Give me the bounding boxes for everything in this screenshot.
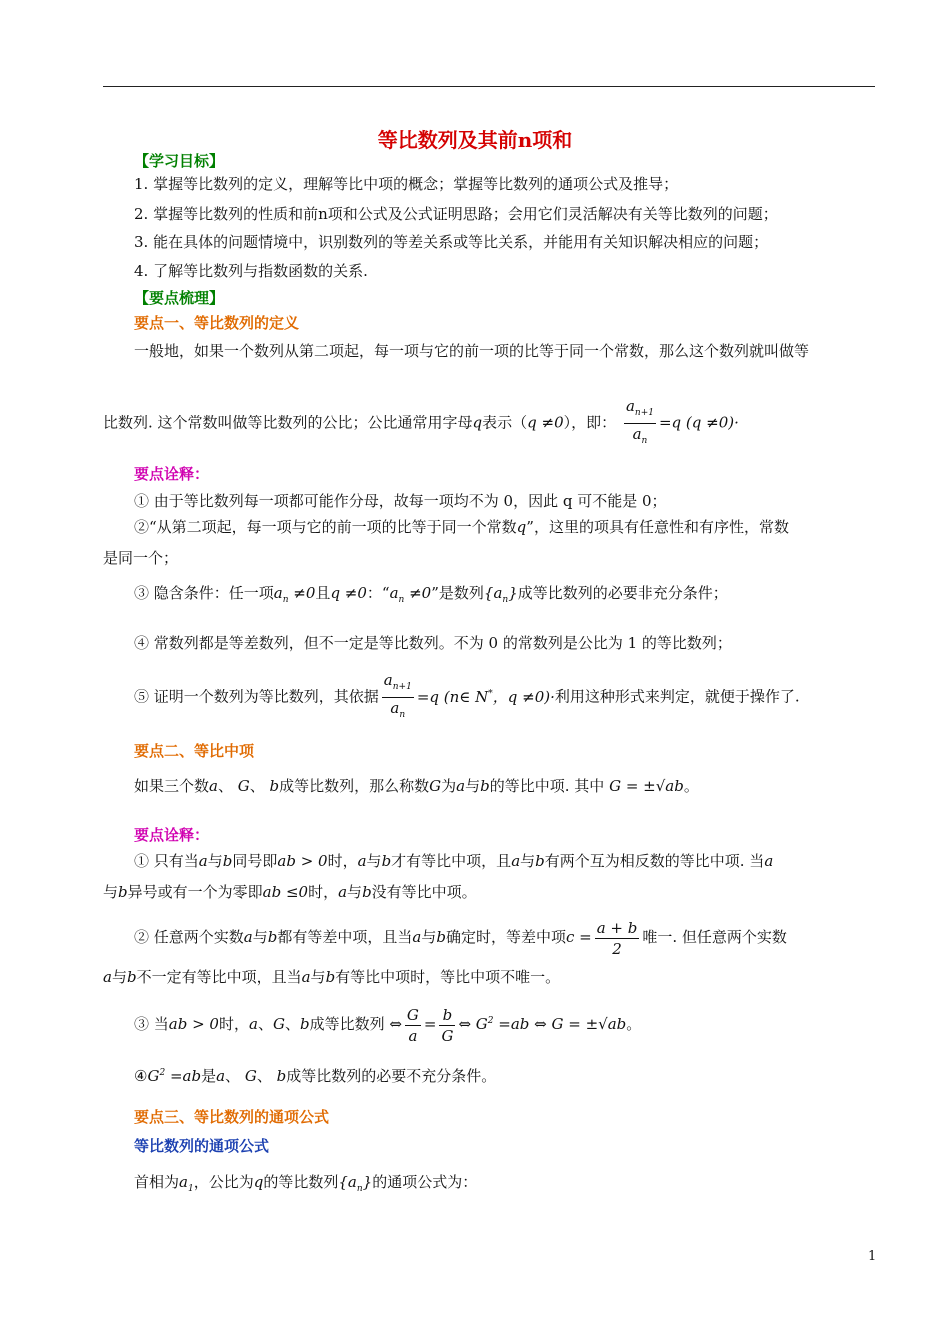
- math-part: }: [362, 1173, 373, 1191]
- text-span: 没有等比中项。: [371, 883, 477, 901]
- mean-fraction: [595, 918, 640, 959]
- text-span: 与: [252, 928, 268, 946]
- math-b: b: [436, 928, 446, 946]
- math-an2: [389, 584, 432, 605]
- text-span: ：“: [366, 584, 390, 602]
- text-span: 成等比数列 ⇔: [309, 1015, 402, 1033]
- math-equation: =q (q ≠0)·: [658, 413, 739, 432]
- point1-paragraph-line1: 一般地，如果一个数列从第二项起，每一项与它的前一项的比等于同一个常数，那么这个数列就叫做等: [134, 342, 810, 360]
- text-span: 与: [520, 852, 536, 870]
- text-span: 成等比数列的必要不充分条件。: [286, 1067, 497, 1085]
- text-span: 成等比数列，那么称数: [279, 777, 430, 795]
- text-span: 、: [257, 1015, 273, 1033]
- text-span: 有等比中项时，等比中项不唯一。: [335, 968, 561, 986]
- text-span: 与: [103, 883, 119, 901]
- point2-note-2-cont: [103, 967, 560, 987]
- math-q: q: [472, 413, 483, 432]
- text-span: 比数列. 这个常数叫做等比数列的公比；公比通常用字母: [103, 413, 473, 432]
- point2-note-4: [134, 1055, 496, 1094]
- point2-note-3: [134, 1001, 641, 1046]
- math-part: ⇔ G: [458, 1015, 488, 1033]
- math-a: a: [511, 852, 521, 870]
- point1-note-3: [134, 583, 728, 610]
- math-part: ≠0: [288, 584, 316, 602]
- math-g: G: [237, 777, 250, 795]
- frac-den: 2: [612, 939, 622, 958]
- frac-den-sub: n: [641, 436, 648, 446]
- point2-paragraph: [134, 776, 699, 796]
- math-a: a: [198, 852, 208, 870]
- header-rule: [103, 86, 875, 87]
- text-span: 与: [421, 928, 437, 946]
- math-part: {a: [483, 584, 503, 602]
- text-span: ②“从第二项起，每一项与它的前一项的比等于同一个常数: [134, 518, 517, 536]
- math-c: c =: [565, 928, 592, 946]
- section-points-heading: 【要点梳理】: [134, 289, 225, 307]
- math-part: {a: [338, 1173, 357, 1191]
- math-b: b: [276, 1067, 287, 1085]
- ratio-fraction: [624, 396, 656, 451]
- ratio-fraction-2: [439, 1005, 455, 1046]
- math-a: a: [301, 968, 311, 986]
- math-seq: [338, 1173, 373, 1194]
- text-span: 表示（: [482, 413, 528, 432]
- frac-den: a: [408, 1026, 418, 1045]
- math-part: ，q ≠0)·: [492, 687, 555, 706]
- text-span: 。: [683, 777, 699, 795]
- text-span: 为: [441, 777, 457, 795]
- point1-paragraph-line2: [103, 396, 739, 451]
- math-part: a: [389, 584, 399, 602]
- math-part: }: [508, 584, 518, 602]
- point3-subheading: 等比数列的通项公式: [134, 1137, 270, 1155]
- math-a: a: [103, 968, 112, 986]
- text-span: 与: [207, 852, 223, 870]
- goal-item-1: 1. 掌握等比数列的定义，理解等比中项的概念；掌握等比数列的通项公式及推导；: [134, 175, 679, 193]
- math-part: a: [179, 1173, 188, 1191]
- text-span: 如果三个数: [134, 777, 210, 795]
- point2-note-1-cont: [103, 882, 477, 902]
- text-span: 成等比数列的必要非充分条件；: [517, 584, 728, 602]
- math-part: =ab: [165, 1067, 202, 1085]
- math-cond: ab > 0: [168, 1015, 219, 1033]
- frac-den-sub: n: [399, 710, 406, 720]
- math-g2: [147, 1067, 201, 1085]
- math-a: a: [412, 928, 422, 946]
- math-b: b: [480, 777, 490, 795]
- point2-note-1: [134, 851, 773, 871]
- point2-note-2: [134, 917, 787, 959]
- text-span: ③ 隐含条件：任一项: [134, 584, 274, 602]
- math-part: G: [147, 1067, 160, 1085]
- text-span: 与: [111, 968, 127, 986]
- point1-note-2-cont: 是同一个；: [103, 549, 179, 567]
- math-equation: [417, 688, 555, 706]
- math-a: a: [764, 852, 774, 870]
- page-number: 1: [868, 1249, 877, 1264]
- text-span: 唯一. 但任意两个实数: [642, 928, 787, 946]
- text-span: 且: [315, 584, 331, 602]
- text-span: 。: [626, 1015, 642, 1033]
- text-span: 与: [347, 883, 363, 901]
- math-a1: [179, 1173, 194, 1194]
- math-g: G: [429, 777, 442, 795]
- math-sub: n: [356, 1184, 363, 1194]
- text-span: 与: [465, 777, 481, 795]
- math-eq: =: [423, 1015, 437, 1033]
- frac-den: a: [390, 699, 400, 717]
- math-g: G: [272, 1015, 285, 1033]
- math-g: G: [244, 1067, 257, 1085]
- point1-note-1: ① 由于等比数列每一项都可能作分母，故每一项均不为 0，因此 q 可不能是 0；: [134, 492, 667, 510]
- math-seq: [483, 584, 518, 605]
- text-span: 都有等差中项，且当: [277, 928, 413, 946]
- math-b: b: [269, 777, 280, 795]
- math-sup: 2: [487, 1016, 494, 1026]
- text-span: 、: [249, 777, 265, 795]
- point2-notes-heading: 要点诠释：: [134, 826, 210, 844]
- math-b: b: [535, 852, 545, 870]
- math-part: =q (n∈ N: [416, 687, 489, 706]
- math-part: a: [273, 584, 283, 602]
- math-sub: n: [398, 595, 405, 605]
- text-span: 、: [225, 1067, 241, 1085]
- page-title: 等比数列及其前n项和: [377, 128, 573, 152]
- text-span: 、: [256, 1067, 272, 1085]
- text-span: 是: [201, 1067, 217, 1085]
- frac-num: a: [625, 397, 635, 415]
- math-b: b: [362, 883, 372, 901]
- math-a: a: [243, 928, 253, 946]
- math-b: b: [126, 968, 137, 986]
- frac-den: G: [441, 1026, 454, 1045]
- math-b: b: [325, 968, 336, 986]
- frac-num: b: [439, 1005, 455, 1026]
- math-sub: n: [502, 595, 509, 605]
- text-span: 的通项公式为：: [372, 1173, 478, 1191]
- math-condition: q ≠0: [527, 413, 564, 432]
- point1-notes-heading: 要点诠释：: [134, 465, 210, 483]
- math-b: b: [267, 928, 278, 946]
- math-sup: *: [488, 688, 493, 699]
- goal-item-3: 3. 能在具体的问题情境中，识别数列的等差关系或等比关系，并能用有关知识解决相应的问题；: [134, 233, 769, 251]
- goal-item-4: 4. 了解等比数列与指数函数的关系.: [134, 262, 368, 280]
- math-b: b: [299, 1015, 310, 1033]
- point3-paragraph: [134, 1168, 477, 1203]
- point3-heading: 要点三、等比数列的通项公式: [134, 1108, 330, 1126]
- math-a: a: [357, 852, 367, 870]
- frac-num: a: [383, 671, 393, 689]
- math-an: [273, 584, 316, 605]
- point1-heading: 要点一、等比数列的定义: [134, 314, 300, 332]
- goal-item-2: 2. 掌握等比数列的性质和前n项和公式及公式证明思路；会用它们灵活解决有关等比数列的问题；: [134, 205, 778, 223]
- math-part: =ab ⇔ G = ±√ab: [493, 1015, 627, 1033]
- text-span: ① 只有当: [134, 852, 199, 870]
- text-span: 与: [366, 852, 382, 870]
- text-span: 确定时，等差中项: [445, 928, 566, 946]
- text-span: 、: [284, 1015, 300, 1033]
- text-span: ③ 当: [134, 1015, 169, 1033]
- text-span: 首相为: [134, 1173, 180, 1191]
- text-span: ），即：: [563, 413, 617, 432]
- text-span: ”是数列: [431, 584, 484, 602]
- text-span: ④: [134, 1067, 148, 1085]
- math-q: q: [516, 518, 527, 536]
- text-span: 、: [217, 777, 233, 795]
- text-span: 异号或有一个为零即: [127, 883, 263, 901]
- text-span: ⑤ 证明一个数列为等比数列，其依据: [134, 687, 379, 706]
- text-span: 与: [310, 968, 326, 986]
- math-a: a: [249, 1015, 258, 1033]
- math-sub: 1: [187, 1184, 194, 1194]
- text-span: 不一定有等比中项，且当: [136, 968, 302, 986]
- ratio-fraction: [382, 670, 414, 725]
- text-span: 时，: [327, 852, 358, 870]
- text-span: ”，这里的项具有任意性和有序性，常数: [526, 518, 789, 536]
- point1-note-5: [134, 670, 800, 725]
- text-span: 才有等比中项，且: [391, 852, 512, 870]
- math-q-cond: q ≠0: [330, 584, 367, 602]
- frac-num-sub: n+1: [392, 682, 412, 692]
- text-span: 时，: [218, 1015, 249, 1033]
- math-a: a: [338, 883, 348, 901]
- text-span: ，公比为: [193, 1173, 254, 1191]
- frac-num: a + b: [596, 918, 638, 937]
- math-part: ≠0: [404, 584, 432, 602]
- math-b: b: [118, 883, 128, 901]
- math-geometric-mean: G = ±√ab: [609, 777, 684, 795]
- math-a: a: [216, 1067, 226, 1085]
- frac-num: G: [406, 1005, 419, 1024]
- math-cond: ab > 0: [277, 852, 328, 870]
- ratio-fraction-1: [405, 1005, 421, 1046]
- math-sup: 2: [159, 1068, 166, 1078]
- math-q: q: [253, 1173, 264, 1191]
- frac-num-sub: n+1: [634, 408, 654, 418]
- math-b: b: [222, 852, 233, 870]
- point1-note-2: [134, 517, 789, 537]
- frac-den: a: [632, 425, 642, 443]
- math-cond: ab ≤0: [262, 883, 309, 901]
- math-a: a: [456, 777, 466, 795]
- text-span: 时，: [308, 883, 339, 901]
- text-span: 的等比数列: [263, 1173, 339, 1191]
- text-span: ② 任意两个实数: [134, 928, 244, 946]
- math-a: a: [209, 777, 218, 795]
- math-b: b: [381, 852, 392, 870]
- text-span: 利用这种形式来判定，就便于操作了.: [554, 687, 800, 706]
- math-equiv: [458, 1015, 626, 1033]
- text-span: 的等比中项. 其中: [489, 777, 605, 795]
- text-span: 同号即: [232, 852, 278, 870]
- math-sub: n: [282, 595, 289, 605]
- point1-note-4: ④ 常数列都是等差数列，但不一定是等比数列。不为 0 的常数列是公比为 1 的等比数列；: [134, 634, 732, 652]
- text-span: 有两个互为相反数的等比中项. 当: [544, 852, 765, 870]
- section-goals-heading: 【学习目标】: [134, 152, 225, 170]
- point2-heading: 要点二、等比中项: [134, 742, 255, 760]
